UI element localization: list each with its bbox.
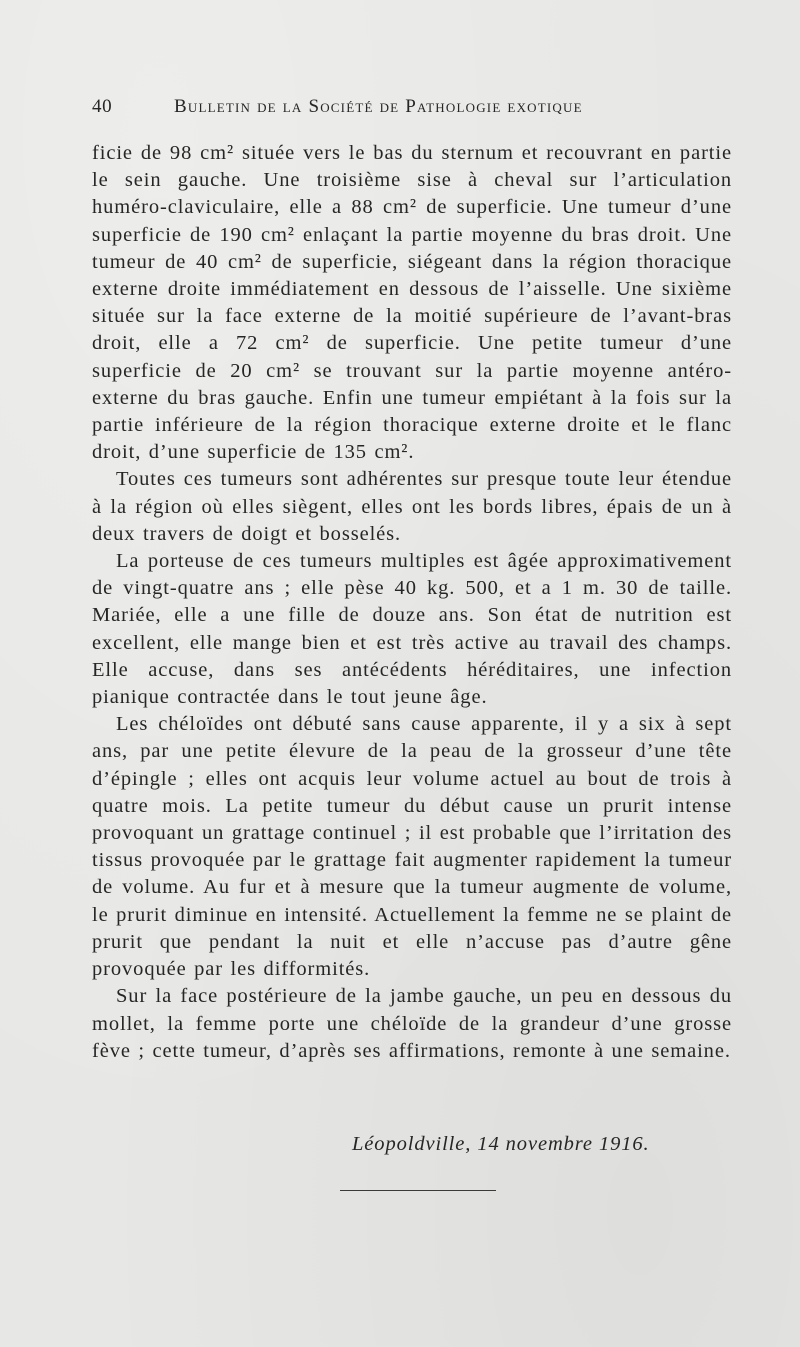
article-body — [92, 140, 732, 1065]
paragraph-history: Les chéloïdes ont débuté sans cause apparente, il y a six à sept ans, par une petite élevure de la peau de la grosseur d’une tête d’épingle ; elles ont acquis leur volume actuel au bout de trois à quatre mois. La petite tumeur du début cause un prurit intense provoquant un grattage continuel ; il est probable que l’irritation des tissus provoquée par le grattage fait augmenter rapidement la tumeur de volume. Au fur et à mesure que la tumeur augmente de volume, le prurit diminue en intensité. Actuellement la femme ne se plaint de prurit que pendant la nuit et elle n’accuse pas d’autre gêne provoquée par les difformités. — [92, 713, 732, 981]
page-number: 40 — [92, 96, 113, 117]
place-date-signature: Léopoldville, 14 novembre 1916. — [352, 1133, 650, 1155]
running-head: Bulletin de la Société de Pathologie exotique — [174, 96, 583, 117]
end-rule-divider — [340, 1190, 496, 1191]
paragraph-tumor-list: ficie de 98 cm² située vers le bas du sternum et recouvrant en partie le sein gauche. Une troisième sise à cheval sur l’articulation huméro-claviculaire, elle a 88 cm² de superficie. Une tumeur d’une superficie de 190 cm² enlaçant la partie moyenne du bras droit. Une tumeur de 40 cm² de superficie, siégeant dans la région thoracique externe droite immédiatement en dessous de l’aisselle. Une sixième située sur la face externe de la moitié supérieure de l’avant-bras droit, elle a 72 cm² de superficie. Une petite tumeur d’une superficie de 20 cm² se trouvant sur la partie moyenne antéro-externe du bras gauche. Enfin une tumeur empiétant à la fois sur la partie inférieure de la région thoracique externe droite et le flanc droit, d’une superficie de 135 cm². — [92, 142, 732, 464]
paragraph-adherence: Toutes ces tumeurs sont adhérentes sur presque toute leur étendue à la région où elles siègent, elles ont les bords libres, épais de un à deux travers de doigt et bosselés. — [92, 468, 732, 545]
paragraph-patient-description: La porteuse de ces tumeurs multiples est âgée approximativement de vingt-quatre ans ; elle pèse 40 kg. 500, et a 1 m. 30 de taille. Mariée, elle a une fille de douze ans. Son état de nutrition est excellent, elle mange bien et est très active au travail des champs. Elle accuse, dans ses antécédents héréditaires, une infection pianique contractée dans le tout jeune âge. — [92, 550, 732, 709]
paragraph-leg-keloid: Sur la face postérieure de la jambe gauche, un peu en dessous du mollet, la femme porte une chéloïde de la grandeur d’une grosse fève ; cette tumeur, d’après ses affirmations, remonte à une semaine. — [92, 985, 732, 1062]
page-header — [92, 96, 742, 122]
